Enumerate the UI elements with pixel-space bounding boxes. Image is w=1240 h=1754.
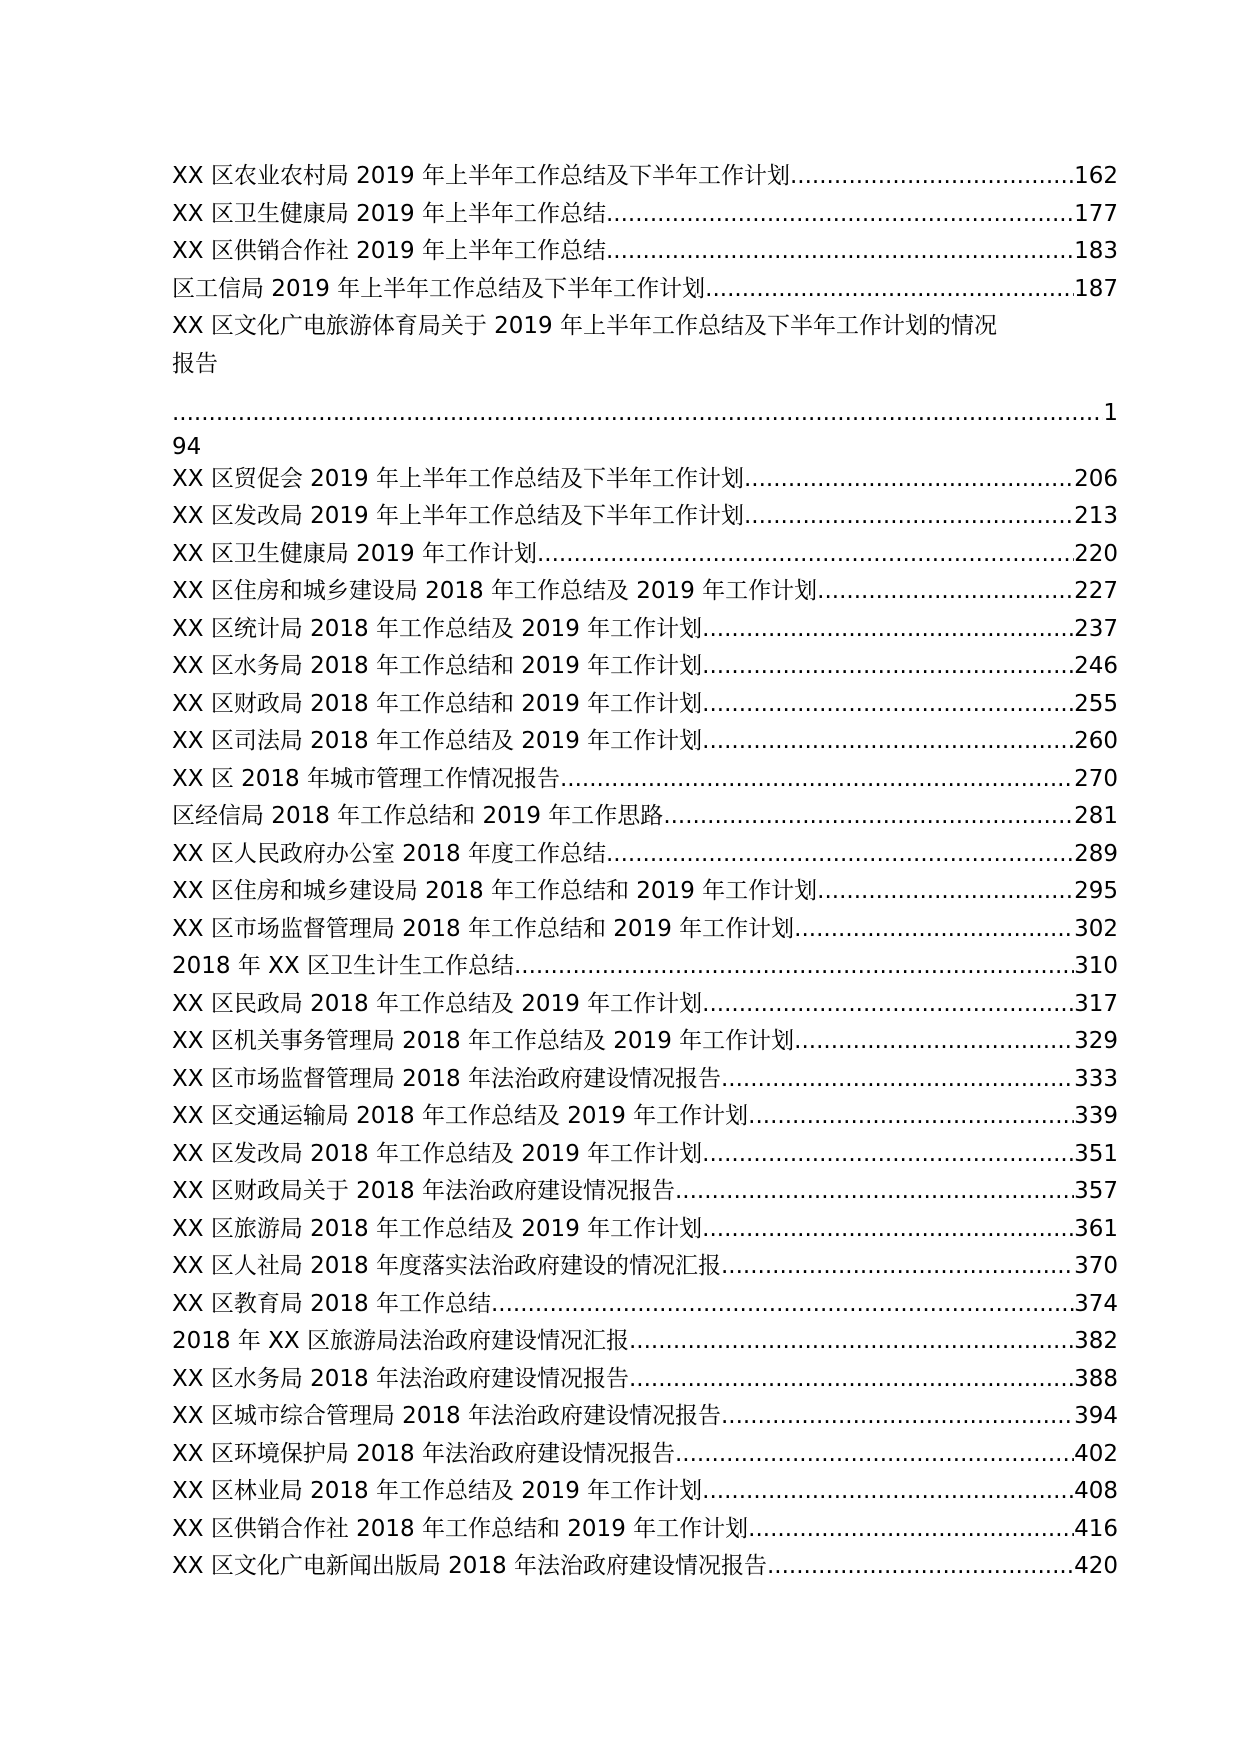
toc-dot-leader: [794, 1023, 1074, 1061]
toc-entry-page-number: 310: [1074, 953, 1118, 979]
toc-entry-page-number: 416: [1074, 1515, 1118, 1542]
toc-entry-title: XX 区卫生健康局 2019 年上半年工作总结: [172, 200, 606, 227]
toc-entry[interactable]: [172, 948, 1118, 986]
toc-entry-title: XX 区卫生健康局 2019 年工作计划: [172, 540, 537, 567]
toc-entry-page-number: 281: [1074, 803, 1118, 829]
toc-entry[interactable]: [172, 1248, 1118, 1286]
toc-entry[interactable]: [172, 648, 1118, 686]
toc-dot-leader: [675, 1436, 1074, 1474]
toc-entry[interactable]: [172, 1398, 1118, 1436]
toc-entry-page-number: 246: [1074, 653, 1118, 679]
toc-entry-title: XX 区水务局 2018 年法治政府建设情况报告: [172, 1365, 629, 1392]
toc-entry[interactable]: [172, 986, 1118, 1024]
toc-entry-title: XX 区文化广电新闻出版局 2018 年法治政府建设情况报告: [172, 1553, 767, 1579]
toc-dot-leader: [702, 611, 1074, 649]
toc-dot-leader: [172, 395, 1103, 433]
toc-entry[interactable]: [172, 573, 1118, 611]
toc-entry-title: XX 区人社局 2018 年度落实法治政府建设的情况汇报: [172, 1253, 721, 1279]
toc-entry-page-number: 227: [1074, 578, 1118, 604]
toc-entry-page-number: 339: [1074, 1103, 1118, 1129]
toc-entry-page-number: 295: [1074, 878, 1118, 904]
toc-dot-leader: [606, 196, 1074, 234]
toc-entry-title: 区工信局 2019 年上半年工作总结及下半年工作计划: [172, 275, 706, 302]
toc-entry-title: XX 区教育局 2018 年工作总结: [172, 1290, 491, 1317]
toc-entry-title: XX 区城市综合管理局 2018 年法治政府建设情况报告: [172, 1403, 721, 1429]
toc-entry-title: 2018 年 XX 区旅游局法治政府建设情况汇报: [172, 1328, 629, 1354]
toc-entry-page-number: 317: [1074, 990, 1118, 1017]
toc-dot-leader: [767, 1548, 1074, 1586]
toc-entry[interactable]: [172, 1061, 1118, 1099]
toc-entry[interactable]: [172, 911, 1118, 949]
toc-entry[interactable]: [172, 611, 1118, 649]
toc-dot-leader: [744, 461, 1074, 499]
toc-dot-leader: [537, 536, 1074, 574]
toc-entry-title: XX 区发改局 2019 年上半年工作总结及下半年工作计划: [172, 503, 744, 529]
toc-entry[interactable]: [172, 271, 1118, 309]
toc-entry-leader-line: [172, 395, 1118, 433]
toc-entry-title: XX 区发改局 2018 年工作总结及 2019 年工作计划: [172, 1140, 703, 1167]
toc-entry[interactable]: [172, 1436, 1118, 1474]
toc-entry-title: XX 区住房和城乡建设局 2018 年工作总结及 2019 年工作计划: [172, 578, 818, 604]
toc-entry-page-number: 237: [1074, 615, 1118, 642]
toc-entry-page-number: 333: [1074, 1065, 1118, 1092]
toc-entry-page-number: 420: [1074, 1553, 1118, 1579]
toc-dot-leader: [560, 761, 1074, 799]
toc-dot-leader: [721, 1398, 1074, 1436]
toc-entry[interactable]: [172, 196, 1118, 234]
toc-dot-leader: [629, 1323, 1074, 1361]
toc-dot-leader: [702, 686, 1074, 724]
toc-dot-leader: [663, 798, 1074, 836]
toc-dot-leader: [606, 233, 1074, 271]
toc-entry-title: XX 区人民政府办公室 2018 年度工作总结: [172, 840, 606, 867]
toc-entry-page-number: 289: [1074, 840, 1118, 867]
toc-entry[interactable]: [172, 836, 1118, 874]
toc-entry-page-number: 329: [1074, 1028, 1118, 1054]
toc-entry-page-number: 402: [1074, 1440, 1118, 1467]
toc-entry-title: XX 区交通运输局 2018 年工作总结及 2019 年工作计划: [172, 1103, 749, 1129]
toc-entry-title: XX 区水务局 2018 年工作总结和 2019 年工作计划: [172, 653, 703, 679]
toc-entry[interactable]: [172, 1173, 1118, 1211]
toc-entry[interactable]: [172, 233, 1118, 271]
toc-entry-title: XX 区贸促会 2019 年上半年工作总结及下半年工作计划: [172, 465, 744, 492]
toc-entry[interactable]: [172, 1098, 1118, 1136]
toc-dot-leader: [629, 1361, 1074, 1399]
toc-dot-leader: [721, 1061, 1074, 1099]
toc-entry[interactable]: [172, 1323, 1118, 1361]
toc-entry-title: XX 区财政局 2018 年工作总结和 2019 年工作计划: [172, 690, 703, 717]
toc-entry[interactable]: [172, 461, 1118, 499]
toc-entry-page-number: 388: [1074, 1365, 1118, 1392]
toc-entry-title: 2018 年 XX 区卫生计生工作总结: [172, 953, 514, 979]
toc-entry-title: XX 区林业局 2018 年工作总结及 2019 年工作计划: [172, 1478, 703, 1504]
toc-entry-page-number: 220: [1074, 540, 1118, 567]
toc-entry[interactable]: [172, 798, 1118, 836]
toc-entry-page-number: 213: [1074, 503, 1118, 529]
toc-entry-title: XX 区供销合作社 2018 年工作总结和 2019 年工作计划: [172, 1515, 749, 1542]
toc-entry-title: XX 区环境保护局 2018 年法治政府建设情况报告: [172, 1440, 675, 1467]
toc-entry[interactable]: [172, 1211, 1118, 1249]
toc-entry-page-number: 187: [1074, 275, 1118, 302]
toc-dot-leader: [702, 648, 1074, 686]
toc-entry-title-line-1: XX 区文化广电旅游体育局关于 2019 年上半年工作总结及下半年工作计划的情况: [172, 313, 997, 339]
toc-entry[interactable]: [172, 158, 1118, 196]
toc-entry-page-part-2: 94: [172, 433, 202, 460]
toc-entry[interactable]: [172, 873, 1118, 911]
toc-entry-title-line-2: 报告: [172, 350, 218, 377]
toc-entry-page-number: 357: [1074, 1178, 1118, 1204]
toc-dot-leader: [702, 1211, 1074, 1249]
toc-entry[interactable]: [172, 1361, 1118, 1399]
toc-entry-title: XX 区供销合作社 2019 年上半年工作总结: [172, 238, 606, 264]
toc-dot-leader: [817, 873, 1074, 911]
toc-entry-page-number: 206: [1074, 465, 1118, 492]
toc-entry[interactable]: [172, 536, 1118, 574]
toc-entry-title: XX 区司法局 2018 年工作总结及 2019 年工作计划: [172, 728, 703, 754]
toc-entry-page-number: 177: [1074, 200, 1118, 227]
toc-entry-title: XX 区机关事务管理局 2018 年工作总结及 2019 年工作计划: [172, 1028, 795, 1054]
toc-entry-title: XX 区民政局 2018 年工作总结及 2019 年工作计划: [172, 990, 703, 1017]
toc-dot-leader: [514, 948, 1074, 986]
toc-entry-page-number: 370: [1074, 1253, 1118, 1279]
toc-entry-title: XX 区 2018 年城市管理工作情况报告: [172, 765, 560, 792]
toc-entry-page-number: 408: [1074, 1478, 1118, 1504]
toc-dot-leader: [702, 723, 1074, 761]
toc-entry-title: XX 区财政局关于 2018 年法治政府建设情况报告: [172, 1178, 675, 1204]
toc-entry-page-number: 302: [1074, 915, 1118, 942]
toc-dot-leader: [790, 158, 1074, 196]
toc-group-before: [172, 158, 1118, 308]
toc-dot-leader: [744, 498, 1074, 536]
toc-dot-leader: [702, 1136, 1074, 1174]
toc-entry[interactable]: [172, 1548, 1118, 1586]
toc-entry-page-number: 270: [1074, 765, 1118, 792]
toc-entry-title: 区经信局 2018 年工作总结和 2019 年工作思路: [172, 803, 664, 829]
toc-dot-leader: [491, 1286, 1074, 1324]
toc-entry-title: XX 区市场监督管理局 2018 年工作总结和 2019 年工作计划: [172, 915, 795, 942]
toc-entry-title: XX 区旅游局 2018 年工作总结及 2019 年工作计划: [172, 1215, 703, 1242]
toc-dot-leader: [675, 1173, 1074, 1211]
toc-entry[interactable]: [172, 1473, 1118, 1511]
toc-entry[interactable]: [172, 1023, 1118, 1061]
toc-group-after: [172, 461, 1118, 1586]
toc-entry-page-number: 374: [1074, 1290, 1118, 1317]
toc-entry[interactable]: [172, 686, 1118, 724]
toc-dot-leader: [794, 911, 1074, 949]
toc-entry-title: XX 区市场监督管理局 2018 年法治政府建设情况报告: [172, 1065, 721, 1092]
toc-entry-page-number: 183: [1074, 238, 1118, 264]
toc-entry-title: XX 区农业农村局 2019 年上半年工作总结及下半年工作计划: [172, 163, 790, 189]
toc-entry[interactable]: [172, 498, 1118, 536]
toc-entry-page-number: 361: [1074, 1215, 1118, 1242]
toc-entry[interactable]: [172, 1511, 1118, 1549]
toc-dot-leader: [748, 1098, 1074, 1136]
toc-dot-leader: [606, 836, 1074, 874]
toc-entry-wrapped[interactable]: [172, 308, 1118, 461]
toc-entry-page-number: 162: [1074, 163, 1118, 189]
toc-entry-page-number: 394: [1074, 1403, 1118, 1429]
toc-entry-page-part-1: 1: [1103, 400, 1118, 426]
toc-entry-page-number: 260: [1074, 728, 1118, 754]
toc-entry-page-number: 351: [1074, 1140, 1118, 1167]
toc-entry-page-number: 382: [1074, 1328, 1118, 1354]
toc-entry-page-number: 255: [1074, 690, 1118, 717]
toc-entry[interactable]: [172, 1136, 1118, 1174]
toc-dot-leader: [721, 1248, 1074, 1286]
toc-dot-leader: [705, 271, 1074, 309]
toc-entry[interactable]: [172, 761, 1118, 799]
toc-entry-title: XX 区统计局 2018 年工作总结及 2019 年工作计划: [172, 615, 703, 642]
toc-dot-leader: [702, 1473, 1074, 1511]
table-of-contents: [172, 158, 1118, 1586]
toc-entry[interactable]: [172, 723, 1118, 761]
toc-dot-leader: [817, 573, 1074, 611]
toc-dot-leader: [702, 986, 1074, 1024]
toc-entry-title: XX 区住房和城乡建设局 2018 年工作总结和 2019 年工作计划: [172, 878, 818, 904]
toc-entry[interactable]: [172, 1286, 1118, 1324]
toc-dot-leader: [748, 1511, 1074, 1549]
